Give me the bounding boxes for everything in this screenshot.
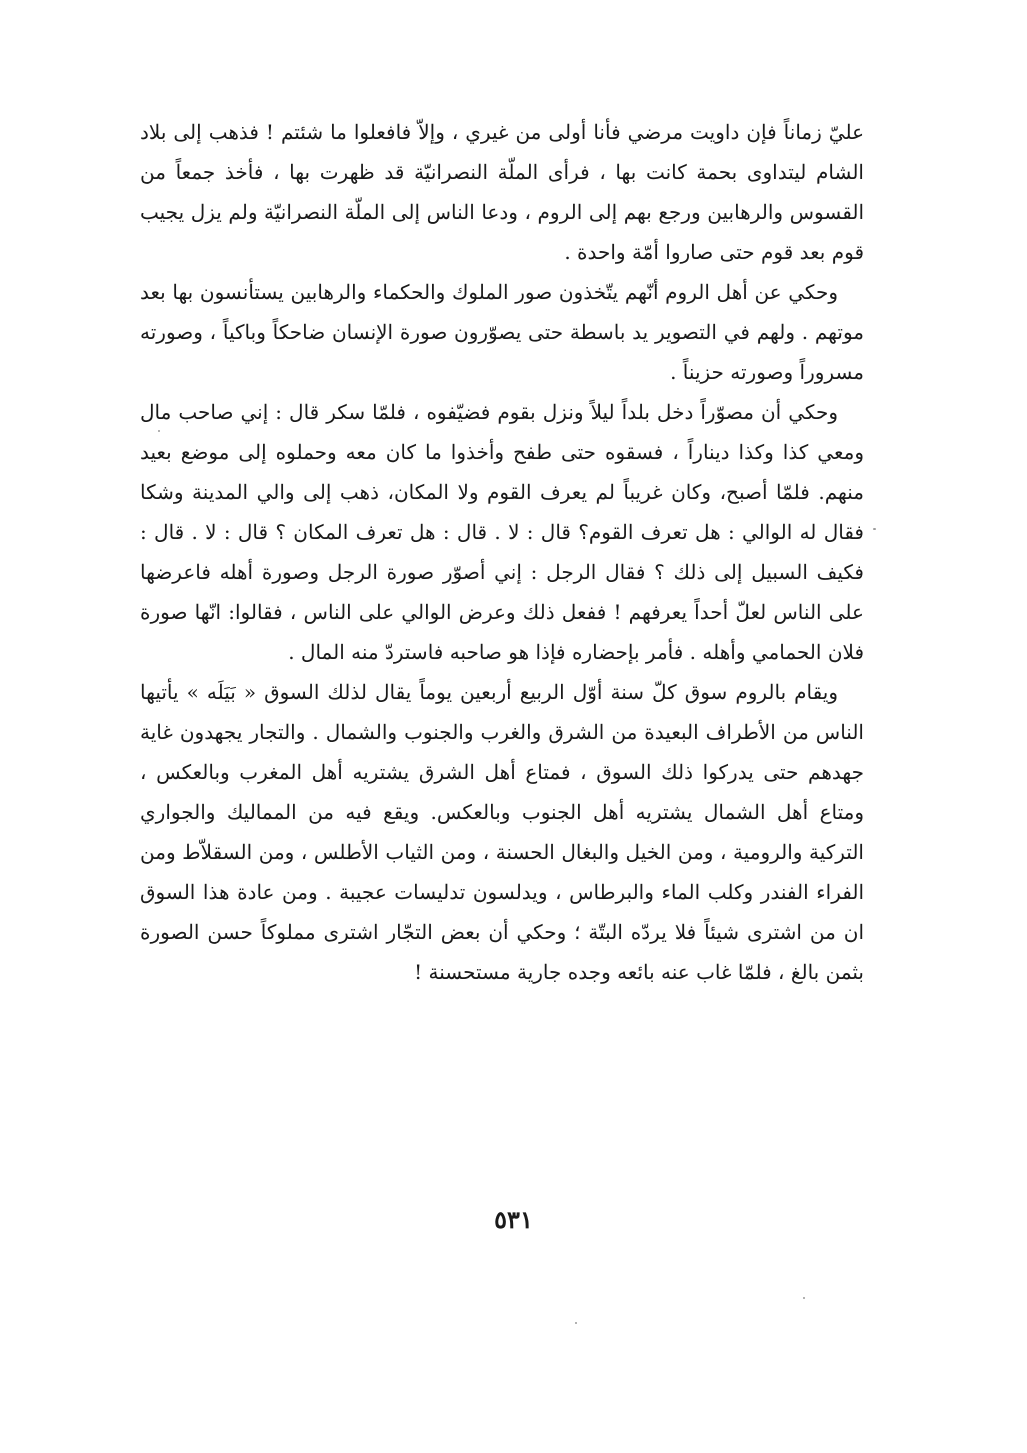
page-number: ٥٣١ — [494, 1205, 533, 1234]
scan-speck — [873, 528, 876, 530]
scan-speck — [575, 1322, 577, 1324]
paragraph-1: عليّ زماناً فإن داويت مرضي فأنا أولى من غيري ، وإلاّ فافعلوا ما شئتم ! فذهب إلى بلاد الشام ليتداوى بحمة كانت بها ، فرأى الملّة النصرانيّة قد ظهرت بها ، فأخذ جمعاً من القسوس والرهابين ورجع بهم إلى الروم ، ودعا الناس إلى الملّة النصرانيّة ولم يزل يجيب قوم بعد قوم حتى صاروا أمّة واحدة . — [140, 120, 864, 264]
scan-speck — [158, 430, 160, 432]
paragraph-3: وحكي أن مصوّراً دخل بلداً ليلاً ونزل بقوم فضيّفوه ، فلمّا سكر قال : إني صاحب مال ومعي كذا وكذا ديناراً ، فسقوه حتى طفح وأخذوا ما كان معه وحملوه إلى موضع بعيد منهم. فلمّا أصبح، وكان غريباً لم يعرف القوم ولا المكان، ذهب إلى والي المدينة وشكا فقال له الوالي : هل تعرف القوم؟ قال : لا . قال : هل تعرف المكان ؟ قال : لا . قال : فكيف السبيل إلى ذلك ؟ فقال الرجل : إني أصوّر صورة الرجل وصورة أهله فاعرضها على الناس لعلّ أحداً يعرفهم ! ففعل ذلك وعرض الوالي على الناس ، فقالوا: انّها صورة فلان الحمامي وأهله . فأمر بإحضاره فإذا هو صاحبه فاستردّ منه المال . — [140, 400, 864, 664]
paragraph-4: ويقام بالروم سوق كلّ سنة أوّل الربيع أربعين يوماً يقال لذلك السوق « بَيَلَه » يأتيها الناس من الأطراف البعيدة من الشرق والغرب والجنوب والشمال . والتجار يجهدون غاية جهدهم حتى يدركوا ذلك السوق ، فمتاع أهل الشرق يشتريه أهل المغرب وبالعكس ، ومتاع أهل الشمال يشتريه أهل الجنوب وبالعكس. ويقع فيه من المماليك والجواري التركية والرومية ، ومن الخيل والبغال الحسنة ، ومن الثياب الأطلس ، ومن السقلاّط ومن الفراء الفندر وكلب الماء والبرطاس ، ويدلسون تدليسات عجيبة . ومن عادة هذا السوق ان من اشترى شيئاً فلا يردّه البتّة ؛ وحكي أن بعض التجّار اشترى مملوكاً حسن الصورة بثمن بالغ ، فلمّا غاب عنه بائعه وجده جارية مستحسنة ! — [140, 680, 864, 984]
body-text — [140, 112, 864, 992]
paragraph-2: وحكي عن أهل الروم أنّهم يتّخذون صور الملوك والحكماء والرهابين يستأنسون بها بعد موتهم . ولهم في التصوير يد باسطة حتى يصوّرون صورة الإنسان ضاحكاً وباكياً ، وصورته مسروراً وصورته حزيناً . — [140, 280, 864, 384]
scan-speck — [803, 1297, 805, 1299]
